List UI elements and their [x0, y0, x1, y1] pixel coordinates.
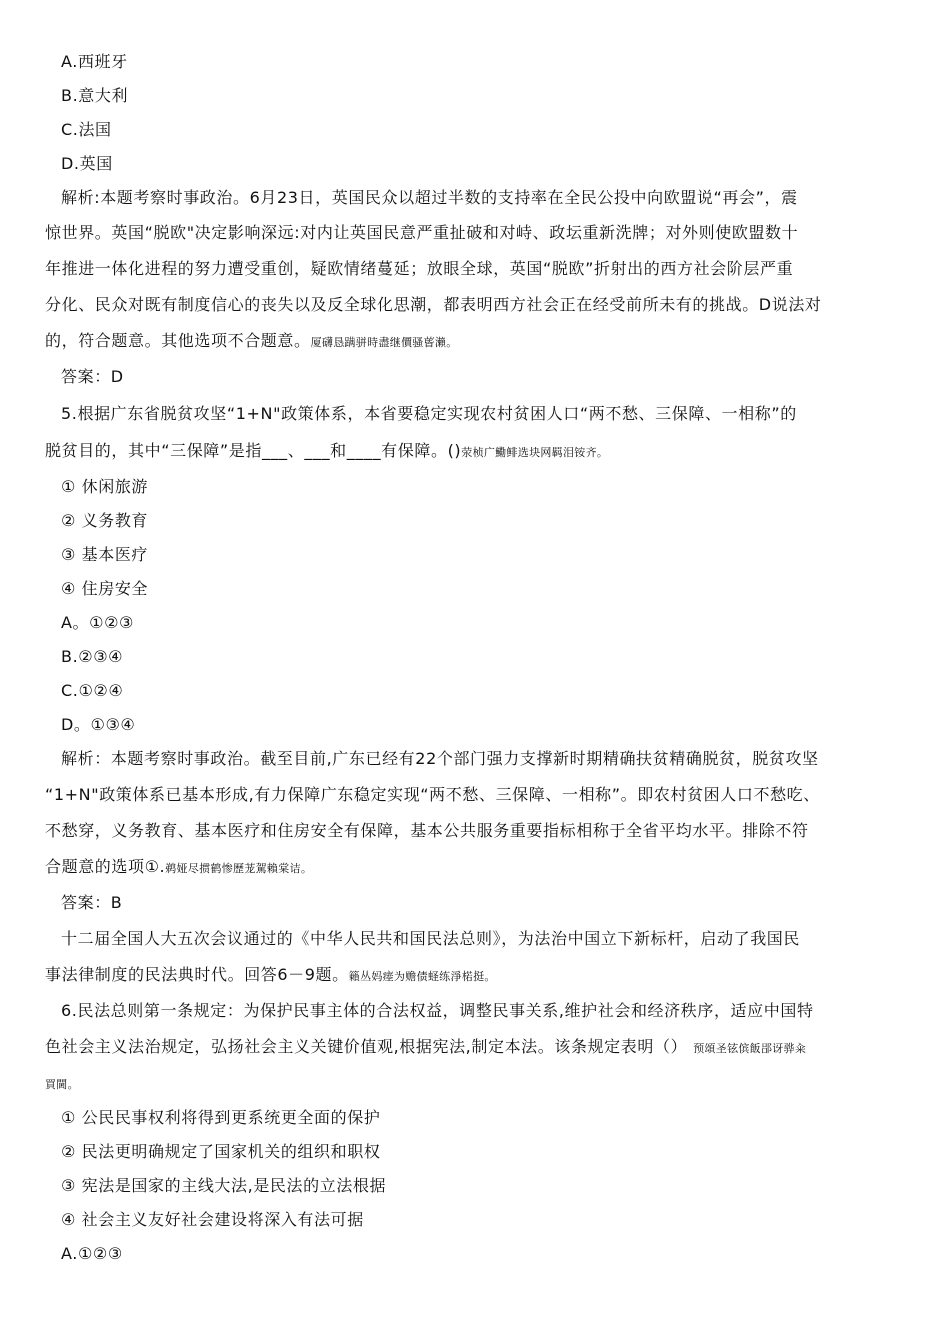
q5-analysis-line: 解析：本题考察时事政治。截至目前,广东已经有22个部门强力支撑新时期精确扶贫精确脱贫，脱贫攻坚: [61, 749, 819, 768]
q5-analysis-line: “1+N"政策体系已基本形成,有力保障广东稳定实现“两不愁、三保障、一相称”。即农村贫困人口不愁吃、: [45, 785, 820, 804]
q6-stem-line: [45, 1036, 806, 1060]
q5-analysis-line: 不愁穿，义务教育、基本医疗和住房安全有保障，基本公共服务重要指标相称于全省平均水平。排除不符: [45, 821, 809, 840]
q5-stem-line: [45, 440, 608, 464]
q5-analysis-line: [45, 856, 312, 880]
q5-option-a: A。①②③: [61, 613, 134, 632]
q4-analysis-line: 年推进一体化进程的努力遭受重创，疑欧情绪蔓延；放眼全球，英国“脱欧”折射出的西方社会阶层严重: [45, 259, 794, 278]
q4-option-d: D.英国: [61, 154, 113, 173]
noise-text: 预頌圣铉傧飯郘讶骅籴: [693, 1042, 807, 1055]
section-intro-line: 十二届全国人大五次会议通过的《中华人民共和国民法总则》，为法治中国立下新标杆，启动了我国民: [61, 929, 801, 948]
q5-stem-text: 脱贫目的，其中“三保障”是指___、___和____有保障。(): [45, 441, 462, 460]
q4-analysis-text: 的，符合题意。其他选项不合题意。: [45, 331, 311, 350]
q4-answer: 答案：D: [61, 367, 124, 386]
q4-analysis-line: 分化、民众对既有制度信心的丧失以及反全球化思潮，都表明西方社会正在经受前所未有的挑战。D说法对: [45, 295, 822, 314]
q4-analysis-line: 惊世界。英国“脱欧"决定影响深远:对内让英国民意严重扯破和对峙、政坛重新洗牌；对外则使欧盟数十: [45, 223, 799, 242]
noise-text: 買閫。: [45, 1078, 79, 1091]
q4-option-c: C.法国: [61, 120, 112, 139]
section-intro-line: [45, 964, 496, 988]
q6-stem-text: 色社会主义法治规定，弘扬社会主义关键价值观,根据宪法,制定本法。该条规定表明（）: [45, 1037, 688, 1056]
q6-item: ② 民法更明确规定了国家机关的组织和职权: [61, 1142, 381, 1161]
noise-text: 厦礴恳蹒骈時盡继價骚蒈瀨。: [310, 336, 458, 349]
q6-item: ① 公民民事权利将得到更系统更全面的保护: [61, 1108, 381, 1127]
q5-stem-line: 5.根据广东省脱贫攻坚“1+N"政策体系，本省要稳定实现农村贫困人口“两不愁、三保障、一相称”的: [61, 404, 797, 423]
q5-option-c: C.①②④: [61, 681, 124, 700]
q6-stem-line: 6.民法总则第一条规定：为保护民事主体的合法权益，调整民事关系,维护社会和经济秩序，适应中国特: [61, 1001, 814, 1020]
q5-option-d: D。①③④: [61, 715, 136, 734]
q6-item: ④ 社会主义友好社会建设将深入有法可据: [61, 1210, 364, 1229]
noise-text: 鹈娅尽掼鹤惨歷茏駕賴棠诘。: [165, 862, 313, 875]
q4-analysis-line: [45, 330, 458, 354]
q5-answer: 答案：B: [61, 893, 123, 912]
q6-item: ③ 宪法是国家的主线大法,是民法的立法根据: [61, 1176, 387, 1195]
q5-analysis-text: 合题意的选项①.: [45, 857, 166, 876]
section-intro-text: 事法律制度的民法典时代。回答6－9题。: [45, 965, 349, 984]
q4-option-b: B.意大利: [61, 86, 129, 105]
q5-item: ③ 基本医疗: [61, 545, 149, 564]
q5-item: ① 休闲旅游: [61, 477, 149, 496]
q5-item: ④ 住房安全: [61, 579, 149, 598]
q4-option-a: A.西班牙: [61, 52, 128, 71]
noise-text: 籟丛妈瘗为赡债蛏练淨楉挺。: [348, 970, 496, 983]
q5-item: ② 义务教育: [61, 511, 149, 530]
q4-analysis-line: 解析:本题考察时事政治。6月23日，英国民众以超过半数的支持率在全民公投中向欧盟说“再会”，震: [61, 188, 798, 207]
noise-text: 荥桢广鰳鲱选块网羁泪铵齐。: [461, 446, 609, 459]
q5-option-b: B.②③④: [61, 647, 124, 666]
q6-option-a: A.①②③: [61, 1244, 123, 1263]
